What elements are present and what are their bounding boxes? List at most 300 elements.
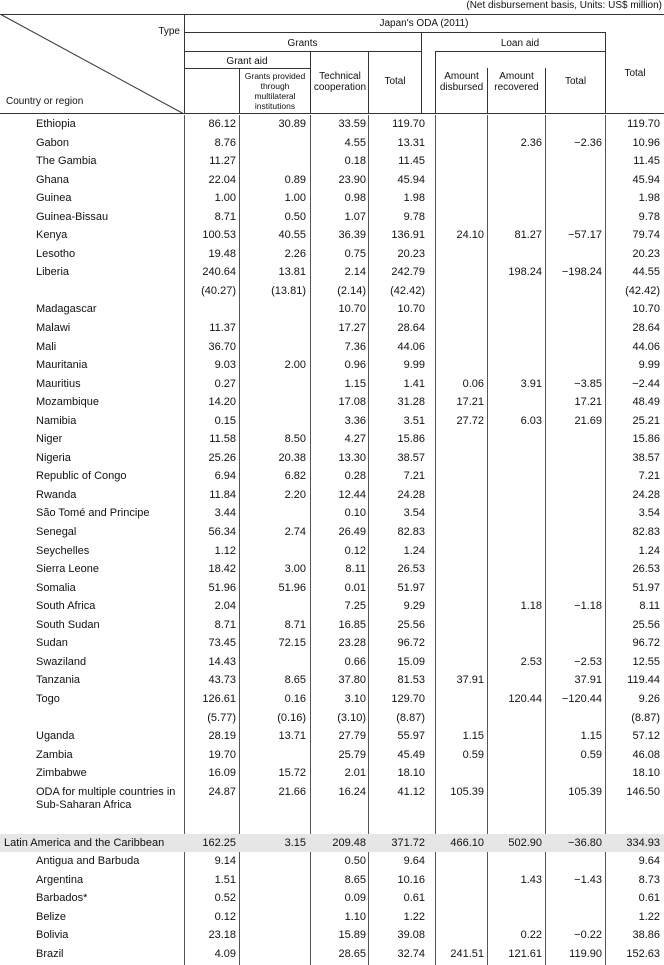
country-name: Antigua and Barbuda: [36, 855, 140, 868]
cell-tc: 15.89: [338, 929, 366, 942]
cell-ga: 8.71: [214, 618, 236, 631]
cell-tc: 28.65: [338, 947, 366, 960]
country-name: Guinea-Bissau: [36, 210, 109, 223]
cell-gt: 25.56: [397, 618, 425, 631]
cell-gt: 51.97: [397, 581, 425, 594]
cell-t: 9.99: [638, 359, 660, 372]
cell-mi: 3.15: [284, 836, 306, 849]
cell-mi: 40.55: [278, 229, 306, 242]
cell-tc: 3.36: [344, 414, 366, 427]
cell-gt: 31.28: [397, 396, 425, 409]
cell-ar: 502.90: [508, 836, 542, 849]
cell-tc: 0.09: [344, 892, 366, 905]
cell-ga: 0.52: [214, 892, 236, 905]
cell-mi: 2.74: [284, 526, 306, 539]
country-name: Mozambique: [36, 396, 99, 409]
cell-lt: −1.18: [574, 600, 602, 613]
cell-mi: 13.71: [278, 730, 306, 743]
cell-tc: 27.79: [338, 730, 366, 743]
cell-lt: −120.44: [561, 692, 602, 705]
cell-gt: 18.10: [397, 767, 425, 780]
cell-mi: 51.96: [278, 581, 306, 594]
cell-ad: 105.39: [450, 785, 484, 798]
cell-t: 57.12: [632, 730, 660, 743]
cell-mi: 8.50: [284, 433, 306, 446]
cell-tc: 0.10: [344, 507, 366, 520]
country-name: Rwanda: [36, 488, 77, 501]
country-name: Nigeria: [36, 451, 71, 464]
cell-t: 9.64: [638, 855, 660, 868]
cell-ga: 1.51: [214, 873, 236, 886]
cell-tc: 0.12: [344, 544, 366, 557]
table-row: [0, 430, 664, 449]
cell-ga: 56.34: [208, 526, 236, 539]
table-row: [0, 653, 664, 672]
table-row: [0, 560, 664, 579]
cell-mi: 15.72: [278, 767, 306, 780]
cell-ar: 81.27: [514, 229, 542, 242]
cell-gt: 45.49: [397, 748, 425, 761]
cell-gt: 39.08: [397, 929, 425, 942]
cell-ad: 17.21: [456, 396, 484, 409]
header-total-grants: Total: [384, 76, 406, 87]
cell-t: 25.56: [632, 618, 660, 631]
cell-tc: 0.18: [344, 155, 366, 168]
table-row: [0, 300, 664, 319]
region-row: [0, 834, 664, 853]
cell-gt: 1.24: [403, 544, 425, 557]
table-row: [0, 597, 664, 616]
country-name: São Tomé and Principe: [36, 507, 150, 520]
cell-mi: 8.65: [284, 674, 306, 687]
country-name: Sudan: [36, 637, 68, 650]
cell-gt: (42.42): [390, 284, 425, 297]
table-row: [0, 542, 664, 561]
header-country-or-region: Country or region: [6, 96, 84, 107]
cell-ad: 27.72: [456, 414, 484, 427]
cell-ga: 0.15: [214, 414, 236, 427]
cell-gt: 55.97: [397, 730, 425, 743]
cell-ad: 1.15: [462, 730, 484, 743]
cell-t: 24.28: [632, 488, 660, 501]
table-row: [0, 616, 664, 635]
cell-ga: 9.14: [214, 855, 236, 868]
cell-tc: 26.49: [338, 526, 366, 539]
table-row: [0, 579, 664, 598]
cell-gt: 15.09: [397, 655, 425, 668]
cell-tc: 12.44: [338, 488, 366, 501]
cell-gt: 3.54: [403, 507, 425, 520]
header-grants: Grants: [287, 38, 318, 49]
cell-ga: 19.48: [208, 247, 236, 260]
cell-mi: 2.26: [284, 247, 306, 260]
cell-lt: 1.15: [580, 730, 602, 743]
cell-ar: 2.53: [520, 655, 542, 668]
cell-lt: 105.39: [568, 785, 602, 798]
cell-tc: (3.10): [337, 711, 366, 724]
country-name: Gabon: [36, 136, 70, 149]
cell-gt: 32.74: [397, 947, 425, 960]
cell-ga: 28.19: [208, 730, 236, 743]
cell-ad: 466.10: [450, 836, 484, 849]
cell-gt: 1.98: [403, 192, 425, 205]
country-name: Lesotho: [36, 247, 76, 260]
cell-gt: 7.21: [403, 470, 425, 483]
cell-lt: −3.85: [574, 377, 602, 390]
cell-ar: 1.43: [520, 873, 542, 886]
cell-gt: 9.99: [403, 359, 425, 372]
header-top-border: [0, 14, 664, 15]
cell-tc: 0.28: [344, 470, 366, 483]
country-name: South Sudan: [36, 618, 100, 631]
cell-gt: 0.61: [403, 892, 425, 905]
cell-gt: 10.70: [397, 303, 425, 316]
cell-mi: 0.89: [284, 173, 306, 186]
cell-ga: (40.27): [201, 284, 236, 297]
cell-t: 8.11: [639, 600, 660, 613]
cell-ga: 240.64: [202, 266, 236, 279]
table-row: [0, 764, 664, 783]
cell-ga: 9.03: [214, 359, 236, 372]
table-row: [0, 486, 664, 505]
cell-t: 38.57: [632, 451, 660, 464]
cell-lt: 0.59: [580, 748, 602, 761]
cell-gt: 15.86: [397, 433, 425, 446]
header-total: Total: [624, 68, 646, 79]
cell-tc: 7.25: [344, 600, 366, 613]
country-name: Malawi: [36, 322, 71, 335]
header-technical: Technical cooperation: [313, 71, 367, 93]
cell-t: 146.50: [626, 785, 660, 798]
country-name: Somalia: [36, 581, 76, 594]
cell-t: 9.78: [638, 210, 660, 223]
cell-lt: −2.36: [574, 136, 602, 149]
cell-ga: 8.71: [214, 210, 236, 223]
cell-t: 12.55: [632, 655, 660, 668]
cell-ar: 198.24: [508, 266, 542, 279]
cell-ad: 37.91: [456, 674, 484, 687]
country-name: Mali: [36, 340, 57, 353]
cell-t: 10.96: [632, 136, 660, 149]
cell-gt: 20.23: [397, 247, 425, 260]
cell-ga: 73.45: [208, 637, 236, 650]
cell-tc: 209.48: [332, 836, 366, 849]
table-row: [0, 412, 664, 431]
cell-t: 96.72: [632, 637, 660, 650]
cell-t: 51.97: [632, 581, 660, 594]
country-name: Mauritius: [36, 377, 81, 390]
cell-tc: 16.85: [338, 618, 366, 631]
cell-ga: 18.42: [208, 563, 236, 576]
cell-lt: 119.90: [569, 947, 602, 960]
cell-ga: 11.27: [209, 155, 236, 168]
cell-t: 26.53: [632, 563, 660, 576]
cell-tc: 37.80: [338, 674, 366, 687]
table-row: [0, 393, 664, 412]
cell-ga: 19.70: [208, 748, 236, 761]
table-row: [0, 263, 664, 282]
cell-lt: −1.43: [574, 873, 602, 886]
cell-mi: 0.16: [284, 692, 306, 705]
country-name: The Gambia: [36, 155, 97, 168]
table-row: [0, 356, 664, 375]
cell-t: 334.93: [626, 836, 660, 849]
country-name: Argentina: [36, 873, 84, 886]
cell-tc: 10.70: [338, 303, 366, 316]
cell-tc: 33.59: [338, 118, 366, 130]
cell-gt: 9.78: [403, 210, 425, 223]
table-row: [0, 709, 664, 728]
table-row: [0, 945, 664, 964]
table-row: [0, 134, 664, 153]
cell-t: 1.24: [638, 544, 660, 557]
cell-ar: 3.91: [520, 377, 542, 390]
cell-mi: 20.38: [278, 451, 306, 464]
cell-tc: 17.27: [338, 322, 366, 335]
cell-tc: 36.39: [338, 229, 366, 242]
cell-mi: 3.00: [284, 563, 306, 576]
cell-t: 82.83: [632, 526, 660, 539]
cell-gt: 45.94: [397, 173, 425, 186]
cell-ga: 14.20: [208, 396, 236, 409]
table-row: [0, 319, 664, 338]
cell-ga: 14.43: [208, 655, 236, 668]
country-name: Niger: [36, 433, 63, 446]
header-multilateral: Grants provided through multilateral institutions: [244, 71, 306, 111]
country-name: ODA for multiple countries in Sub-Saharan Africa: [36, 785, 176, 811]
cell-tc: 8.65: [344, 873, 366, 886]
cell-ga: 1.12: [214, 544, 236, 557]
header-loan-aid: Loan aid: [500, 38, 540, 49]
cell-gt: 13.31: [397, 136, 425, 149]
table-row: [0, 245, 664, 264]
cell-tc: 16.24: [338, 785, 366, 798]
cell-mi: (0.16): [277, 711, 306, 724]
cell-t: 46.08: [632, 748, 660, 761]
cell-tc: 13.30: [338, 451, 366, 464]
cell-t: 79.74: [632, 229, 660, 242]
cell-gt: 28.64: [397, 322, 425, 335]
table-row: [0, 449, 664, 468]
table-row: [0, 671, 664, 690]
cell-ar: 120.44: [508, 692, 542, 705]
cell-gt: 9.64: [403, 855, 425, 868]
cell-ar: 6.03: [520, 414, 542, 427]
header-amount-recovered: Amount recovered: [494, 71, 539, 93]
country-name: Senegal: [36, 526, 77, 539]
country-name: Zambia: [36, 748, 73, 761]
cell-ga: 3.44: [214, 507, 236, 520]
cell-t: 0.61: [638, 892, 660, 905]
cell-t: 15.86: [632, 433, 660, 446]
cell-gt: 119.70: [392, 118, 425, 130]
country-name: Republic of Congo: [36, 470, 127, 483]
cell-mi: 30.89: [278, 118, 306, 130]
table-row: [0, 926, 664, 945]
country-name: South Africa: [36, 600, 96, 613]
cell-tc: 8.11: [345, 563, 366, 576]
units-note: (Net disbursement basis, Units: US$ million): [466, 0, 662, 11]
table-row: [0, 908, 664, 927]
country-name: Togo: [36, 692, 60, 705]
cell-mi: 2.20: [284, 488, 306, 501]
country-name: Guinea: [36, 192, 72, 205]
cell-gt: 1.41: [403, 377, 425, 390]
cell-tc: 0.96: [344, 359, 366, 372]
cell-gt: 11.45: [398, 155, 425, 168]
cell-ga: 11.84: [209, 488, 236, 501]
cell-ar: 121.61: [508, 947, 542, 960]
cell-tc: 4.55: [344, 136, 366, 149]
country-name: Uganda: [36, 730, 75, 743]
table-row: [0, 208, 664, 227]
cell-ga: 2.04: [214, 600, 236, 613]
table-row: [0, 375, 664, 394]
cell-t: 38.86: [632, 929, 660, 942]
country-name: Belize: [36, 910, 66, 923]
country-name: Barbados*: [36, 892, 88, 905]
country-name: Zimbabwe: [36, 767, 87, 780]
cell-mi: 72.15: [278, 637, 306, 650]
cell-ar: 1.18: [520, 600, 542, 613]
cell-t: 28.64: [632, 322, 660, 335]
cell-ga: 22.04: [208, 173, 236, 186]
country-name: Ethiopia: [36, 118, 76, 130]
table-row: [0, 189, 664, 208]
cell-t: 1.22: [638, 910, 660, 923]
cell-mi: 1.00: [284, 192, 306, 205]
cell-gt: 371.72: [391, 836, 425, 849]
cell-tc: 7.36: [344, 340, 366, 353]
country-name: Swaziland: [36, 655, 87, 668]
cell-gt: 96.72: [397, 637, 425, 650]
cell-tc: 0.66: [344, 655, 366, 668]
cell-t: 48.49: [632, 396, 660, 409]
country-name: Liberia: [36, 266, 70, 279]
cell-gt: 41.12: [397, 785, 425, 798]
cell-ga: 51.96: [208, 581, 236, 594]
table-row: [0, 504, 664, 523]
cell-ga: 36.70: [208, 340, 236, 353]
cell-tc: 17.08: [338, 396, 366, 409]
cell-t: 45.94: [632, 173, 660, 186]
cell-gt: 44.06: [397, 340, 425, 353]
cell-ga: (5.77): [207, 711, 236, 724]
cell-gt: 26.53: [397, 563, 425, 576]
table-row: [0, 889, 664, 908]
country-name: Tanzania: [36, 674, 81, 687]
table-row: [0, 467, 664, 486]
table-row: [0, 282, 664, 301]
cell-ga: 1.00: [214, 192, 236, 205]
cell-tc: (2.14): [337, 284, 366, 297]
table-row: [0, 727, 664, 746]
cell-mi: 13.81: [278, 266, 306, 279]
cell-t: 1.98: [638, 192, 660, 205]
cell-gt: 129.70: [391, 692, 425, 705]
table-row: [0, 152, 664, 171]
cell-t: (8.87): [631, 711, 660, 724]
cell-mi: 21.66: [278, 785, 306, 798]
cell-t: 119.44: [627, 674, 660, 687]
country-name: Mauritania: [36, 359, 88, 372]
cell-t: 9.26: [638, 692, 660, 705]
cell-gt: 38.57: [397, 451, 425, 464]
cell-gt: 82.83: [397, 526, 425, 539]
table-row: [0, 338, 664, 357]
cell-ga: 86.12: [208, 118, 236, 130]
table-body: [0, 115, 664, 964]
cell-tc: 3.10: [344, 692, 366, 705]
header-bottom-border: [0, 113, 664, 114]
cell-gt: 1.22: [403, 910, 425, 923]
cell-ga: 0.27: [214, 377, 236, 390]
header-total-loans: Total: [564, 76, 587, 87]
cell-gt: 10.16: [397, 873, 425, 886]
cell-gt: 3.51: [403, 414, 425, 427]
cell-tc: 0.50: [344, 855, 366, 868]
country-name: Sierra Leone: [36, 563, 99, 576]
cell-tc: 1.15: [344, 377, 366, 390]
cell-gt: (8.87): [396, 711, 425, 724]
cell-mi: 0.50: [284, 210, 306, 223]
cell-tc: 0.75: [344, 247, 366, 260]
table-row: [0, 690, 664, 709]
table-row: [0, 634, 664, 653]
cell-ga: 25.26: [208, 451, 236, 464]
cell-gt: 9.29: [403, 600, 425, 613]
cell-lt: 17.21: [574, 396, 602, 409]
cell-mi: 8.71: [284, 618, 306, 631]
cell-tc: 0.98: [344, 192, 366, 205]
cell-ad: 0.59: [462, 748, 484, 761]
cell-ga: 8.76: [214, 136, 236, 149]
cell-ga: 4.09: [214, 947, 236, 960]
cell-gt: 24.28: [397, 488, 425, 501]
cell-tc: 4.27: [344, 433, 366, 446]
cell-ga: 24.87: [208, 785, 236, 798]
cell-t: 119.70: [627, 118, 660, 130]
country-name: Bolivia: [36, 929, 69, 942]
cell-tc: 1.07: [344, 210, 366, 223]
table-row: [0, 171, 664, 190]
table-row: [0, 115, 664, 134]
country-name: Seychelles: [36, 544, 90, 557]
cell-ar: 0.22: [520, 929, 542, 942]
header-grant-aid: Grant aid: [226, 56, 268, 67]
table-header: [0, 14, 664, 114]
cell-ga: 43.73: [208, 674, 236, 687]
cell-ga: 23.18: [208, 929, 236, 942]
cell-ga: 11.37: [209, 322, 236, 335]
cell-ad: 24.10: [456, 229, 484, 242]
cell-ga: 11.58: [209, 433, 236, 446]
cell-tc: 2.01: [344, 767, 366, 780]
country-name: Kenya: [36, 229, 68, 242]
cell-lt: −36.80: [568, 836, 602, 849]
cell-tc: 23.90: [338, 173, 366, 186]
header-amount-disbursed: Amount disbursed: [439, 71, 484, 93]
cell-t: 7.21: [638, 470, 660, 483]
cell-ga: 16.09: [208, 767, 236, 780]
cell-gt: 81.53: [397, 674, 425, 687]
cell-mi: (13.81): [271, 284, 306, 297]
cell-ar: 2.36: [520, 136, 542, 149]
country-name: Ghana: [36, 173, 70, 186]
cell-ga: 126.61: [202, 692, 236, 705]
cell-lt: 21.69: [574, 414, 602, 427]
country-name: Madagascar: [36, 303, 97, 316]
